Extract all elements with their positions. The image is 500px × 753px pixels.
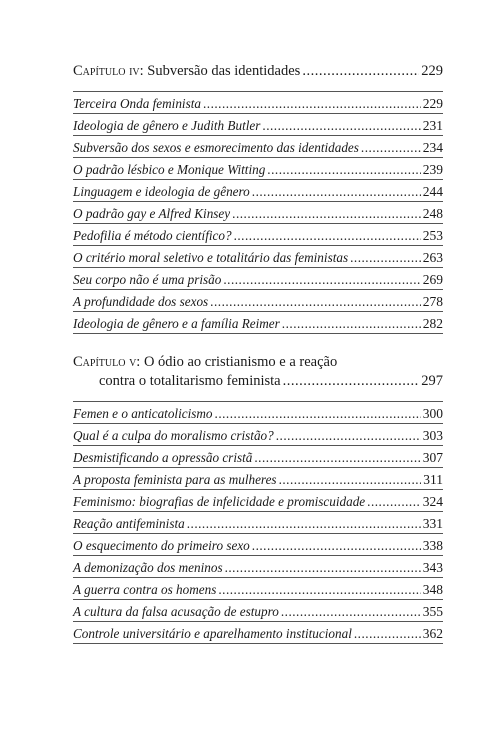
- toc-entry[interactable]: [73, 312, 443, 334]
- toc-entry-title: A profundidade dos sexos: [73, 294, 209, 309]
- toc-entry-page: 311: [423, 472, 443, 487]
- toc-entry[interactable]: [73, 402, 443, 424]
- toc-entry-page: 278: [422, 294, 443, 309]
- chapter-4-label: Capítulo iv:: [73, 63, 144, 79]
- toc-entry-title: Reação antifeminista: [73, 516, 185, 531]
- toc-entry-page: 239: [422, 162, 443, 177]
- toc-entry[interactable]: [73, 290, 443, 312]
- leader-dots: [232, 203, 421, 225]
- toc-entry-title: Controle universitário e aparelhamento institucional: [73, 626, 352, 641]
- toc-entry[interactable]: [73, 180, 443, 202]
- toc-entry-title: Ideologia de gênero e a família Reimer: [73, 316, 280, 331]
- toc-entry-title: Terceira Onda feminista: [73, 96, 201, 111]
- toc-entry-page: 263: [422, 250, 443, 265]
- toc-entry[interactable]: [73, 512, 443, 534]
- toc-entry[interactable]: [73, 114, 443, 136]
- toc-entry-title: Pedofilia é método científico?: [73, 228, 232, 243]
- leader-dots: [254, 447, 420, 469]
- toc-entry-title: Feminismo: biografias de infelicidade e promiscuidade: [73, 494, 366, 509]
- toc-entry-title: Linguagem e ideologia de gênero: [73, 184, 250, 199]
- toc-entry-title: Subversão dos sexos e esmorecimento das identidades: [73, 140, 359, 155]
- leader-dots: [203, 93, 421, 115]
- toc-entry-page: 234: [422, 140, 443, 155]
- leader-dots: [302, 62, 419, 81]
- chapter-5-entries: [73, 401, 443, 644]
- toc-entry-page: 348: [422, 582, 443, 597]
- toc-entry[interactable]: [73, 92, 443, 114]
- chapter-5-page: 297: [421, 373, 443, 389]
- toc-entry-title: Ideologia de gênero e Judith Butler: [73, 118, 261, 133]
- chapter-4-page: 229: [421, 63, 443, 79]
- chapter-4-entries: [73, 91, 443, 334]
- toc-entry-page: 244: [422, 184, 443, 199]
- toc-entry[interactable]: [73, 578, 443, 600]
- leader-dots: [267, 159, 420, 181]
- leader-dots: [282, 313, 421, 335]
- leader-dots: [354, 623, 421, 645]
- toc-entry-title: Femen e o anticatolicismo: [73, 406, 213, 421]
- leader-dots: [367, 491, 421, 513]
- toc-entry-page: 355: [422, 604, 443, 619]
- leader-dots: [223, 269, 420, 291]
- toc-entry[interactable]: [73, 224, 443, 246]
- toc-entry-title: Desmistificando a opressão cristã: [73, 450, 253, 465]
- leader-dots: [350, 247, 421, 269]
- chapter-4-section: [73, 62, 443, 334]
- leader-dots: [218, 579, 420, 601]
- toc-entry-page: 300: [422, 406, 443, 421]
- toc-entry-page: 307: [422, 450, 443, 465]
- toc-entry-title: A proposta feminista para as mulheres: [73, 472, 277, 487]
- toc-entry[interactable]: [73, 468, 443, 490]
- toc-entry-title: O critério moral seletivo e totalitário das feministas: [73, 250, 349, 265]
- leader-dots: [215, 403, 421, 425]
- leader-dots: [361, 137, 421, 159]
- chapter-4-title: Subversão das identidades: [147, 63, 301, 79]
- chapter-5-section: [73, 353, 443, 644]
- toc-entry[interactable]: [73, 446, 443, 468]
- toc-entry-page: 303: [422, 428, 443, 443]
- toc-entry[interactable]: [73, 246, 443, 268]
- toc-entry-page: 324: [422, 494, 443, 509]
- toc-entry-page: 362: [422, 626, 443, 641]
- toc-entry[interactable]: [73, 556, 443, 578]
- toc-entry[interactable]: [73, 158, 443, 180]
- toc-entry-page: 331: [422, 516, 443, 531]
- toc-entry[interactable]: [73, 424, 443, 446]
- leader-dots: [279, 469, 422, 491]
- toc-entry-title: Seu corpo não é uma prisão: [73, 272, 222, 287]
- chapter-5-label: Capítulo v:: [73, 354, 141, 370]
- toc-entry-title: O esquecimento do primeiro sexo: [73, 538, 250, 553]
- toc-entry[interactable]: [73, 268, 443, 290]
- toc-entry-title: O padrão gay e Alfred Kinsey: [73, 206, 231, 221]
- leader-dots: [187, 513, 421, 535]
- leader-dots: [210, 291, 421, 313]
- chapter-4-heading: [73, 62, 443, 81]
- leader-dots: [252, 181, 421, 203]
- toc-entry-page: 253: [422, 228, 443, 243]
- toc-entry-page: 231: [422, 118, 443, 133]
- toc-entry-title: A guerra contra os homens: [73, 582, 217, 597]
- toc-entry-page: 229: [422, 96, 443, 111]
- chapter-5-heading: [73, 353, 443, 391]
- toc-entry[interactable]: [73, 600, 443, 622]
- chapter-5-title-line2: contra o totalitarismo feminista: [99, 373, 281, 389]
- leader-dots: [252, 535, 421, 557]
- leader-dots: [262, 115, 420, 137]
- toc-entry[interactable]: [73, 622, 443, 644]
- leader-dots: [234, 225, 421, 247]
- toc-entry[interactable]: [73, 534, 443, 556]
- toc-entry-title: A cultura da falsa acusação de estupro: [73, 604, 279, 619]
- toc-entry-title: O padrão lésbico e Monique Witting: [73, 162, 266, 177]
- toc-entry-page: 343: [422, 560, 443, 575]
- toc-entry-page: 282: [422, 316, 443, 331]
- chapter-5-title-line1: O ódio ao cristianismo e a reação: [143, 354, 338, 370]
- toc-entry[interactable]: [73, 490, 443, 512]
- toc-entry[interactable]: [73, 136, 443, 158]
- toc-entry[interactable]: [73, 202, 443, 224]
- toc-entry-page: 269: [422, 272, 443, 287]
- toc-entry-title: A demonização dos meninos: [73, 560, 223, 575]
- toc-entry-page: 338: [422, 538, 443, 553]
- leader-dots: [276, 425, 421, 447]
- toc-entry-page: 248: [422, 206, 443, 221]
- toc-entry-title: Qual é a culpa do moralismo cristão?: [73, 428, 274, 443]
- leader-dots: [283, 372, 420, 391]
- leader-dots: [225, 557, 421, 579]
- leader-dots: [281, 601, 421, 623]
